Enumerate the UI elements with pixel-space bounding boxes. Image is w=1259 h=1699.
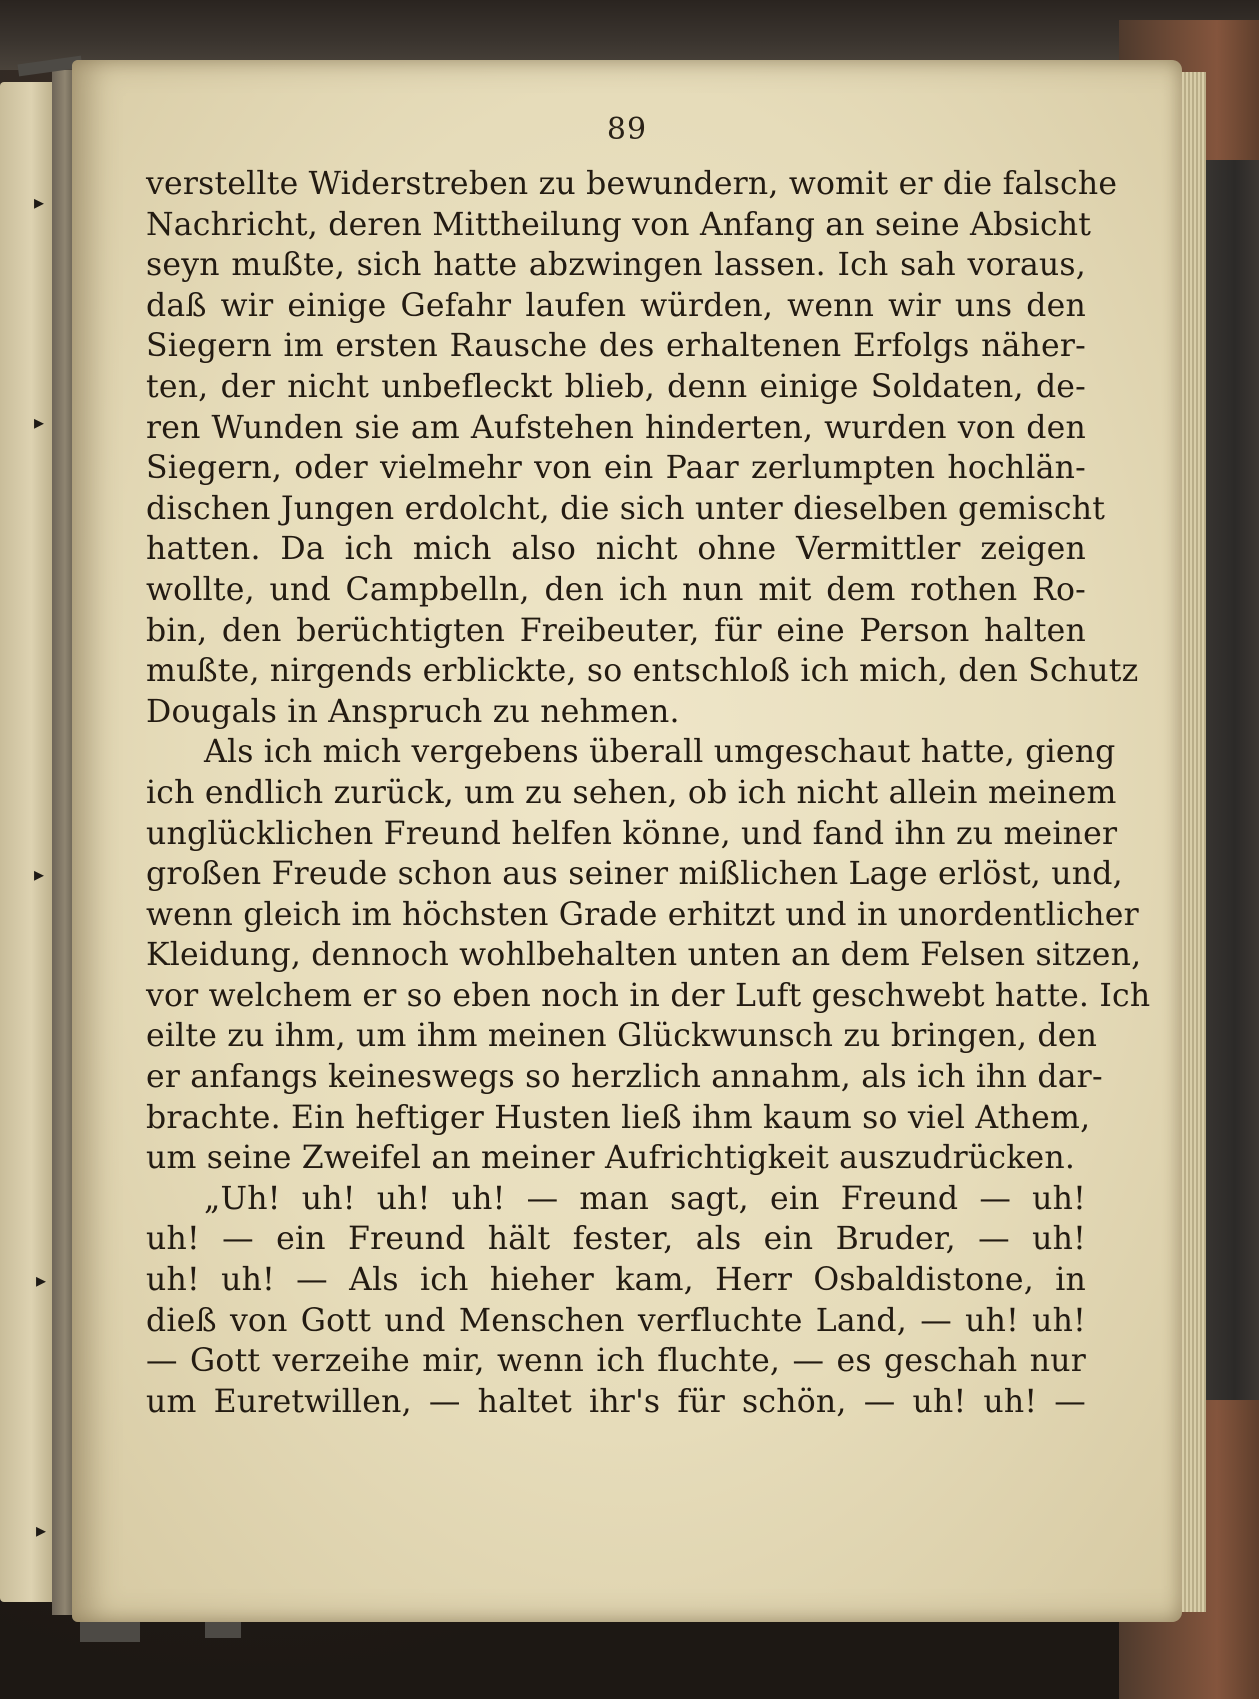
margin-mark: ▸	[36, 1518, 47, 1542]
book-cover-right-inner	[1199, 160, 1259, 1400]
text-line: eilte zu ihm, um ihm meinen Glückwunsch zu bringen, den	[146, 1018, 1098, 1055]
text-line: bin, den berüchtigten Freibeuter, für eine Person halten	[146, 612, 1086, 649]
text-line: um seine Zweifel an meiner Aufrichtigkeit auszudrücken.	[146, 1140, 1076, 1177]
page-text	[146, 164, 1151, 1422]
text-line: uh! — ein Freund hält fester, als ein Bruder, — uh!	[146, 1221, 1086, 1258]
text-line: uh! uh! — Als ich hieher kam, Herr Osbaldistone, in	[146, 1262, 1086, 1299]
text-line: großen Freude schon aus seiner mißlichen Lage erlöst, und,	[146, 856, 1123, 893]
margin-mark: ▸	[36, 1268, 47, 1292]
text-line: unglücklichen Freund helfen könne, und fand ihn zu meiner	[146, 815, 1118, 852]
paragraph-start: „Uh! uh! uh! uh! — man sagt, ein Freund — uh!	[204, 1180, 1086, 1217]
text-line: Kleidung, dennoch wohlbehalten unten an dem Felsen sitzen,	[146, 937, 1142, 974]
margin-mark: ▸	[34, 410, 45, 434]
text-line: dischen Jungen erdolcht, die sich unter dieselben gemischt	[146, 490, 1106, 527]
text-line: mußte, nirgends erblickte, so entschloß ich mich, den Schutz	[146, 653, 1139, 690]
text-line: Siegern im ersten Rausche des erhaltenen Erfolgs näher-	[146, 328, 1086, 365]
book-page	[72, 60, 1182, 1622]
facing-page-edge	[0, 82, 52, 1602]
text-line: daß wir einige Gefahr laufen würden, wenn wir uns den	[146, 287, 1086, 324]
text-line: hatten. Da ich mich also nicht ohne Vermittler zeigen	[146, 531, 1086, 568]
text-line: — Gott verzeihe mir, wenn ich fluchte, — es geschah nur	[146, 1343, 1086, 1380]
text-line: er anfangs keineswegs so herzlich annahm, als ich ihn dar-	[146, 1059, 1103, 1096]
text-line: Siegern, oder vielmehr von ein Paar zerlumpten hochlän-	[146, 450, 1086, 487]
text-line: ich endlich zurück, um zu sehen, ob ich nicht allein meinem	[146, 774, 1117, 811]
text-line: wenn gleich im höchsten Grade erhitzt und in unordentlicher	[146, 896, 1139, 933]
text-line: um Euretwillen, — haltet ihr's für schön, — uh! uh! —	[146, 1383, 1086, 1420]
text-line: brachte. Ein heftiger Husten ließ ihm kaum so viel Athem,	[146, 1099, 1091, 1136]
margin-mark: ▸	[34, 862, 45, 886]
text-line: ren Wunden sie am Aufstehen hinderten, wurden von den	[146, 409, 1086, 446]
page-number: 89	[606, 112, 648, 147]
text-line: Dougals in Anspruch zu nehmen.	[146, 693, 680, 730]
text-line: wollte, und Campbelln, den ich nun mit dem rothen Ro-	[146, 571, 1086, 608]
text-line: dieß von Gott und Menschen verfluchte Land, — uh! uh!	[146, 1302, 1086, 1339]
text-line: seyn mußte, sich hatte abzwingen lassen. Ich sah voraus,	[146, 247, 1086, 284]
margin-mark: ▸	[34, 190, 45, 214]
text-line: ten, der nicht unbefleckt blieb, denn einige Soldaten, de-	[146, 368, 1086, 405]
paragraph-start: Als ich mich vergebens überall umgeschaut hatte, gieng	[204, 734, 1116, 771]
text-line: vor welchem er so eben noch in der Luft geschwebt hatte. Ich	[146, 977, 1151, 1014]
text-line: Nachricht, deren Mittheilung von Anfang an seine Absicht	[146, 206, 1092, 243]
text-line: verstellte Widerstreben zu bewundern, womit er die falsche	[146, 166, 1118, 202]
